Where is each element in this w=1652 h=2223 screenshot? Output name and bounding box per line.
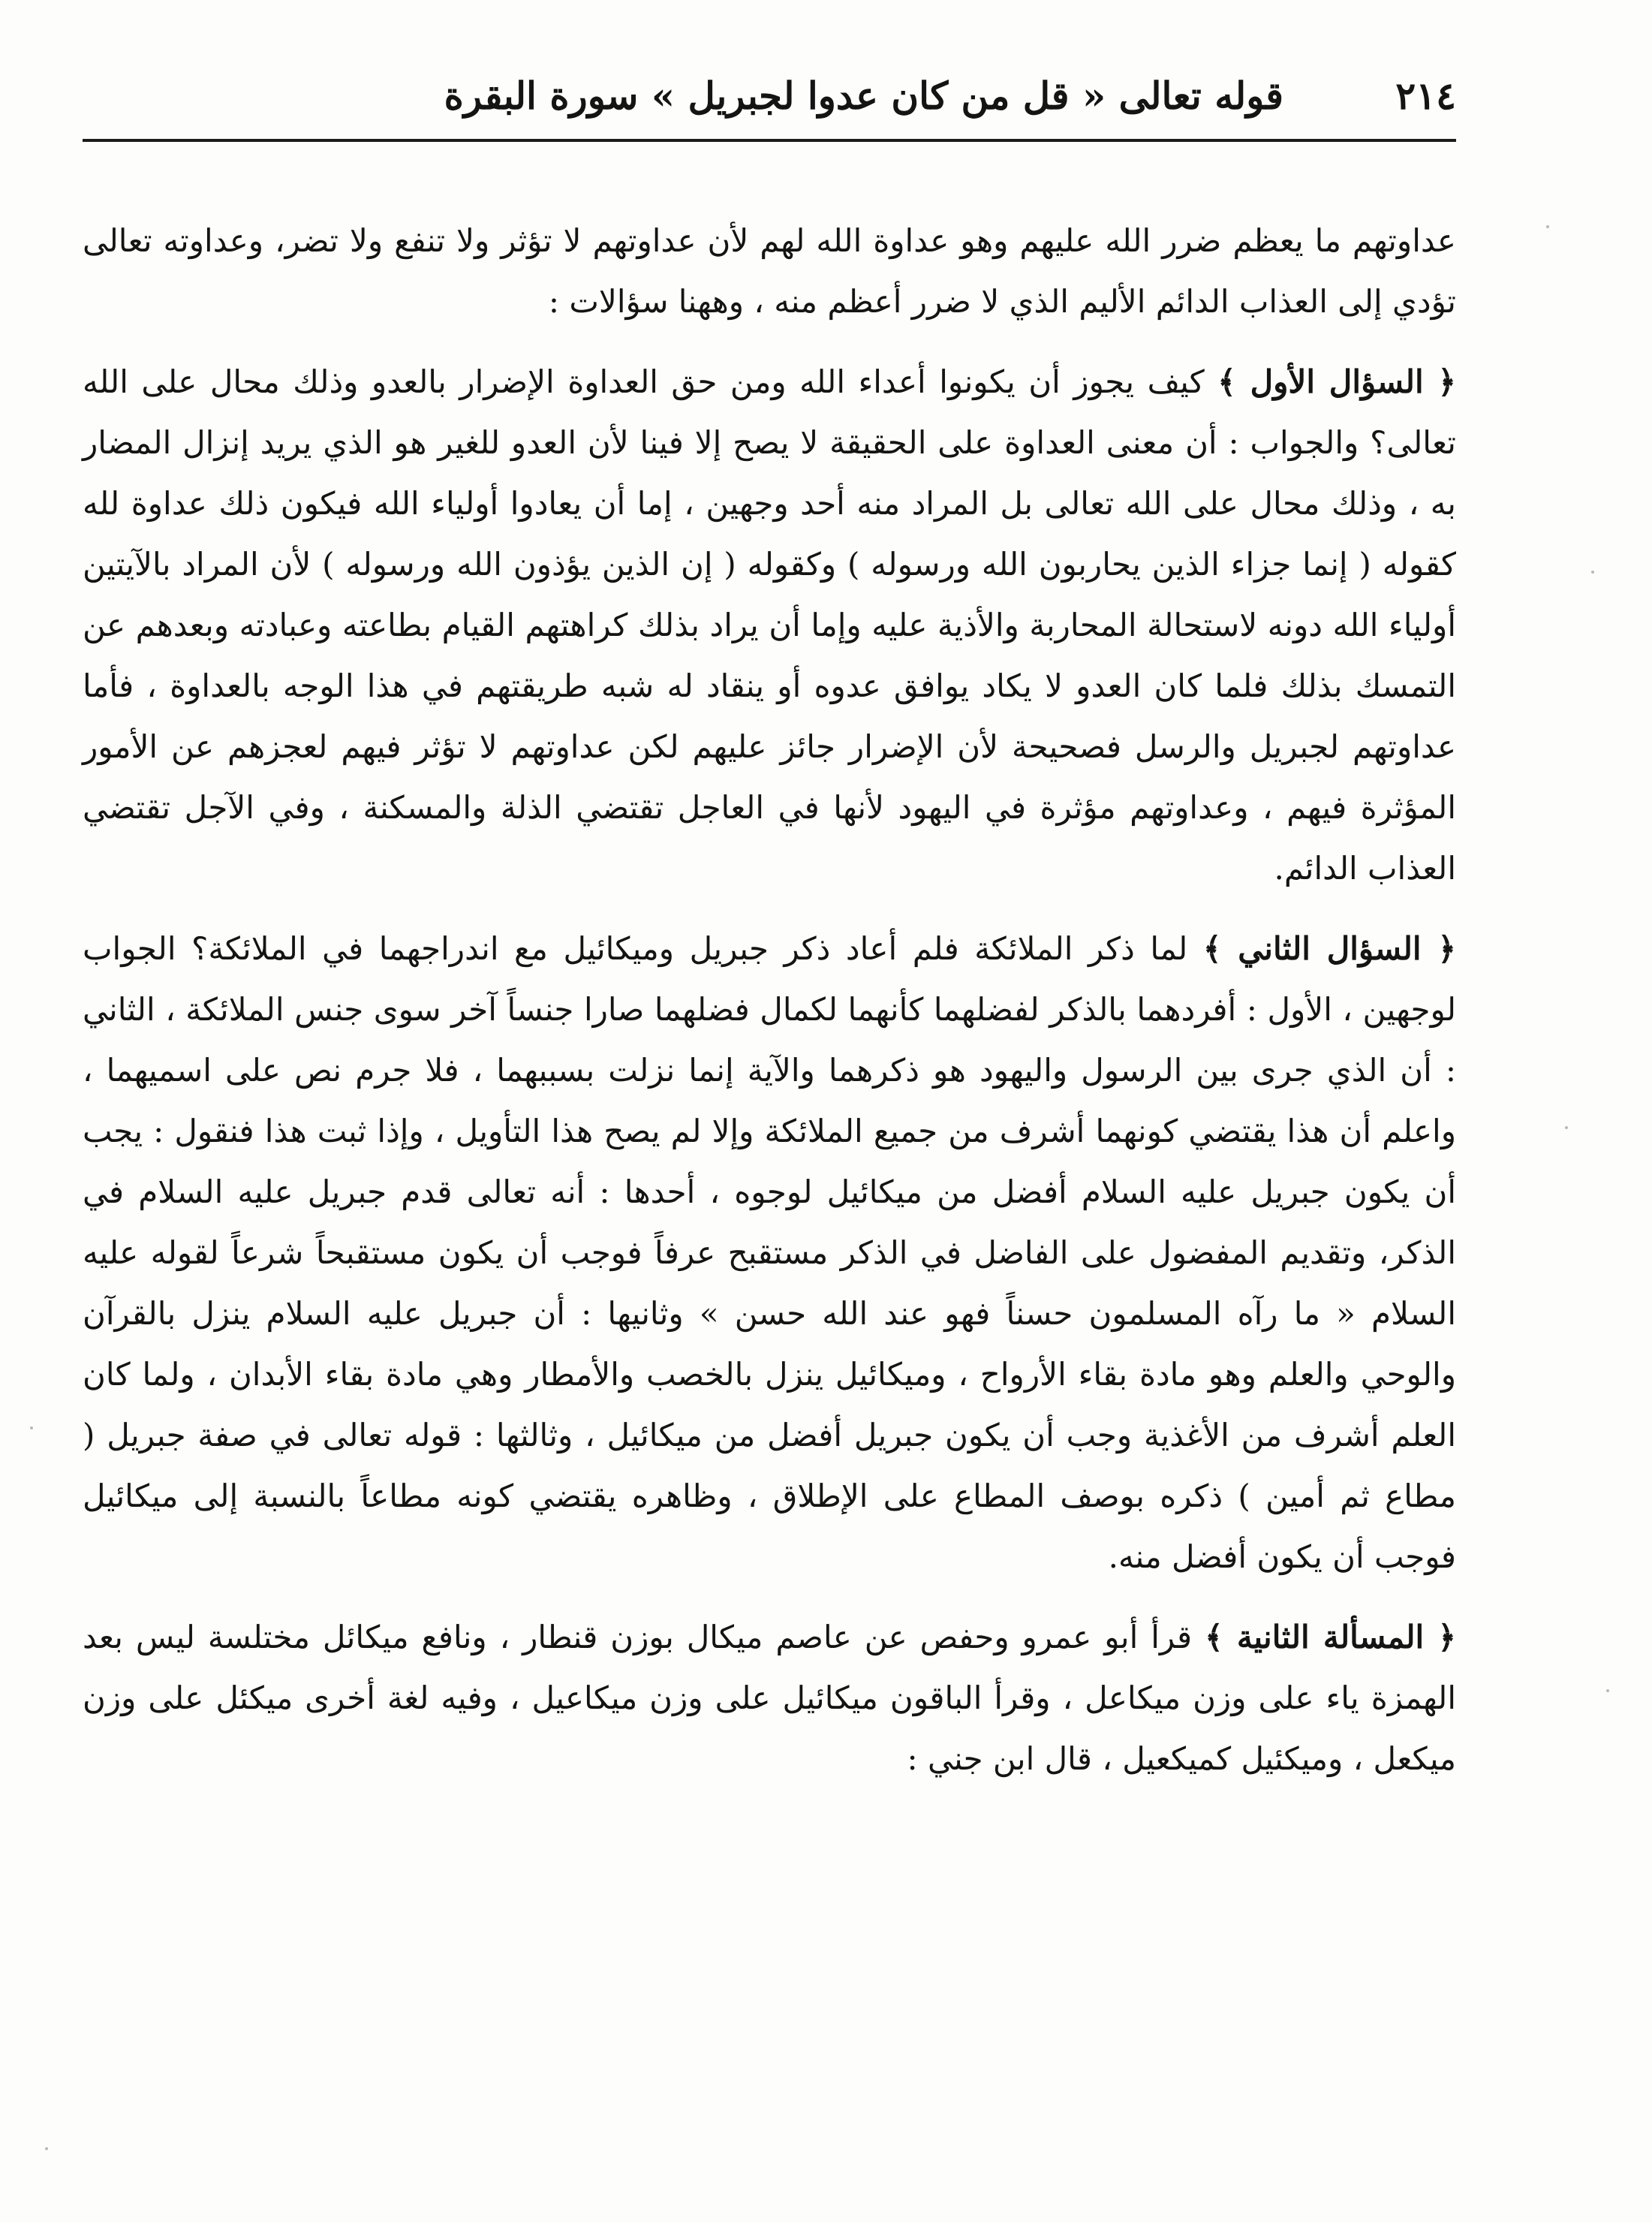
issue-heading: ﴿ المسألة الثانية ﴾ <box>1205 1619 1456 1655</box>
body-text <box>83 210 1456 1809</box>
scan-speck <box>30 1426 33 1429</box>
scan-speck <box>1565 1126 1568 1129</box>
paragraph <box>83 210 1456 332</box>
paragraph <box>83 918 1456 1587</box>
question-heading: ﴿ السؤال الثاني ﴾ <box>1202 930 1456 967</box>
page-number: ٢١٤ <box>1395 74 1456 118</box>
paragraph <box>83 351 1456 899</box>
scan-speck <box>1606 1689 1609 1692</box>
running-head: قوله تعالى « قل من كان عدوا لجبريل » سورة البقرة <box>444 74 1283 118</box>
paragraph <box>83 1607 1456 1789</box>
scan-speck <box>1546 225 1549 228</box>
question-heading: ﴿ السؤال الأول ﴾ <box>1217 363 1456 400</box>
page-header <box>83 68 1456 128</box>
header-rule <box>83 139 1456 142</box>
scan-speck <box>1591 571 1594 574</box>
paragraph-text: لما ذكر الملائكة فلم أعاد ذكر جبريل وميكائيل مع اندراجهما في الملائكة؟ الجواب لوجهين ، الأول : أفردهما بالذكر لفضلهما كأنهما لكمال فضلهما صارا جنساً آخر سوى جنس الملائكة ، الثاني : أن الذي جرى بين الرسول واليهود هو ذكرهما والآية إنما نزلت بسببهما ، فلا جرم نص على اسميهما ، واعلم أن هذا يقتضي كونهما أشرف من جميع الملائكة وإلا لم يصح هذا التأويل ، وإذا ثبت هذا فنقول : يجب أن يكون جبريل عليه السلام أفضل من ميكائيل لوجوه ، أحدها : أنه تعالى قدم جبريل عليه السلام في الذكر، وتقديم المفضول على الفاضل في الذكر مستقبح عرفاً فوجب أن يكون مستقبحاً شرعاً لقوله عليه السلام « ما رآه المسلمون حسناً فهو عند الله حسن » وثانيها : أن جبريل عليه السلام ينزل بالقرآن والوحي والعلم وهو مادة بقاء الأرواح ، وميكائيل ينزل بالخصب والأمطار وهي مادة بقاء الأبدان ، ولما كان العلم أشرف من الأغذية وجب أن يكون جبريل أفضل من ميكائيل ، وثالثها : قوله تعالى في صفة جبريل ( مطاع ثم أمين ) ذكره بوصف المطاع على الإطلاق ، وظاهره يقتضي كونه مطاعاً بالنسبة إلى ميكائيل فوجب أن يكون أفضل منه. <box>83 930 1456 1575</box>
paragraph-text: عداوتهم ما يعظم ضرر الله عليهم وهو عداوة الله لهم لأن عداوتهم لا تؤثر ولا تنفع ولا تضر، وعداوته تعالى تؤدي إلى العذاب الدائم الأليم الذي لا ضرر أعظم منه ، وههنا سؤالات : <box>83 222 1456 320</box>
scan-speck <box>45 2147 48 2150</box>
paragraph-text: كيف يجوز أن يكونوا أعداء الله ومن حق العداوة الإضرار بالعدو وذلك محال على الله تعالى؟ والجواب : أن معنى العداوة على الحقيقة لا يصح إلا فينا لأن العدو للغير هو الذي يريد إنزال المضار به ، وذلك محال على الله تعالى بل المراد منه أحد وجهين ، إما أن يعادوا أولياء الله فيكون ذلك عداوة لله كقوله ( إنما جزاء الذين يحاربون الله ورسوله ) وكقوله ( إن الذين يؤذون الله ورسوله ) لأن المراد بالآيتين أولياء الله دونه لاستحالة المحاربة والأذية عليه وإما أن يراد بذلك كراهتهم القيام بطاعته وعبادته وبعدهم عن التمسك بذلك فلما كان العدو لا يكاد يوافق عدوه أو ينقاد له شبه طريقتهم في هذا الوجه بالعداوة ، فأما عداوتهم لجبريل والرسل فصحيحة لأن الإضرار جائز عليهم لكن عداوتهم لا تؤثر فيهم لعجزهم عن الأمور المؤثرة فيهم ، وعداوتهم مؤثرة في اليهود لأنها في العاجل تقتضي الذلة والمسكنة ، وفي الآجل تقتضي العذاب الدائم. <box>83 363 1457 887</box>
paragraph-text: قرأ أبو عمرو وحفص عن عاصم ميكال بوزن قنطار ، ونافع ميكائل مختلسة ليس بعد الهمزة ياء على وزن ميكاعل ، وقرأ الباقون ميكائيل على وزن ميكاعيل ، وفيه لغة أخرى ميكئل على وزن ميكعل ، وميكئيل كميكعيل ، قال ابن جني : <box>83 1619 1456 1777</box>
